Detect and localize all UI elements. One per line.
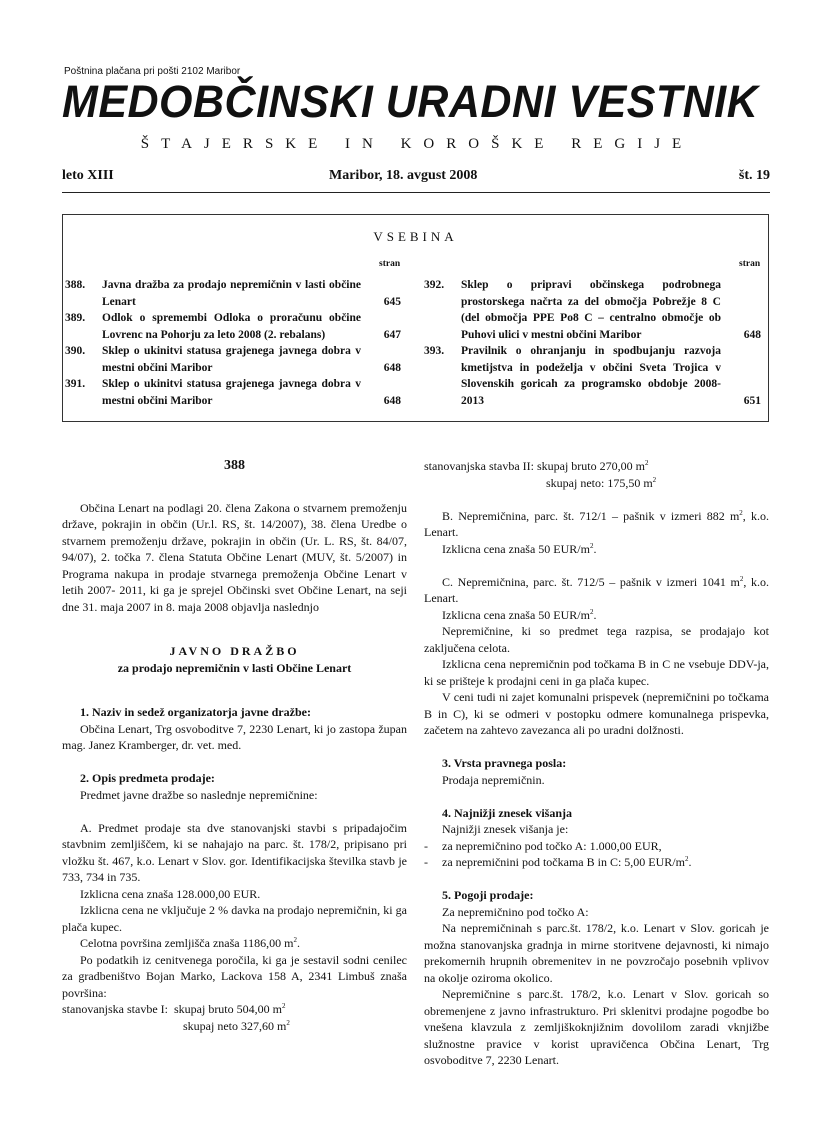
- toc-entry[interactable]: [65, 310, 401, 343]
- toc-entry-page: 647: [383, 328, 401, 341]
- section-text: Predmet javne dražbe so naslednje nepremičnine:: [80, 787, 318, 802]
- toc-entry-number: 390.: [65, 345, 86, 357]
- toc-page-label: stran: [379, 259, 401, 269]
- toc-entry-number: 388.: [65, 279, 86, 291]
- toc-entry-title: Sklep o ukinitvi statusa grajenega javnega dobra v mestni občini Maribor: [102, 378, 361, 407]
- item-a-tax: Izklicna cena ne vključuje 2 % davka na prodajo nepremičnin, ki ga plača kupec.: [62, 903, 407, 934]
- postage-note: Poštnina plačana pri pošti 2102 Maribor: [64, 66, 241, 77]
- item-a-price: Izklicna cena znaša 128.000,00 EUR.: [80, 886, 261, 901]
- item-a-paragraph: A. Predmet prodaje sta dve stanovanjski stavbi s pripadajočim stavbnim zemljiščem, ki se nahajajo na parc. št. 178/2, pripisano pri vložku št. 467, k.o. Lenart v Slov. gor. Identifikacijska številka stavb je 733, 734 in 735.: [62, 820, 407, 884]
- house1-gross: stanovanjska stavbe I: skupaj bruto 504,00 $m^2$: [62, 1002, 286, 1016]
- toc-entry[interactable]: [65, 343, 401, 376]
- notice-subtitle: za prodajo nepremičnin v lasti Občine Lenart: [117, 660, 352, 675]
- item-a-report: Po podatkih iz cenitvenega poročila, ki ga je sestavil sodni cenilec za gradbeništvo Bojan Marko, Lackova 158 A, 2341 Limbuš znaša površina:: [62, 952, 407, 1000]
- issue-date: Maribor, 18. avgust 2008: [329, 168, 478, 183]
- item-b-paragraph: B. Nepremičnina, parc. št. 712/1 – pašnik v izmeri 882 $m^2$, k.o. Lenart.: [424, 508, 769, 539]
- toc-entry-page: 645: [383, 295, 401, 308]
- item-c-price: Izklicna cena znaša 50 EUR/$m^2$.: [442, 607, 597, 622]
- table-of-contents: [62, 214, 769, 422]
- toc-entry-page: 648: [383, 394, 401, 407]
- toc-title: VSEBINA: [373, 229, 458, 244]
- toc-entry[interactable]: [65, 376, 401, 409]
- section-heading: 5. Pogoji prodaje:: [442, 888, 534, 902]
- toc-entry-page: 651: [743, 394, 761, 407]
- house1-net: skupaj neto 327,60 $m^2$: [183, 1018, 290, 1033]
- toc-entry-number: 391.: [65, 378, 86, 390]
- section-text: Prodaja nepremičnin.: [442, 772, 545, 787]
- paragraph: Nepremičnine s parc.št. 178/2, k.o. Lenart v Slov. goricah so obremenjene z javno infrastrukturo. Pri sklenitvi prodajne pogodbe bo vnešena klavzula z zemljiškoknjižnim dovolilom zaradi vknjižbe služnostne pravice v korist upravičenca Občina Lenart, Trg osvoboditve 7, 2230 Lenart.: [424, 987, 769, 1067]
- toc-entry-title: Sklep o ukinitvi statusa grajenega javnega dobra v mestni občini Maribor: [102, 345, 361, 374]
- toc-page-label: stran: [739, 259, 761, 269]
- toc-left-column: [65, 277, 401, 409]
- section-heading: 4. Najnižji znesek višanja: [442, 805, 572, 820]
- toc-entry-page: 648: [383, 361, 401, 374]
- item-a-area: Celotna površina zemljišča znaša 1186,00 $m^2$.: [80, 936, 300, 950]
- header-divider: [62, 192, 770, 193]
- item-b-price: Izklicna cena znaša 50 EUR/$m^2$.: [442, 541, 597, 556]
- section-heading: 3. Vrsta pravnega posla:: [442, 756, 567, 770]
- right-column: [424, 458, 769, 1069]
- left-column: [62, 458, 407, 1034]
- section-text: Občina Lenart, Trg osvoboditve 7, 2230 Lenart, ki jo zastopa župan mag. Janez Kramberger, dr. vet. med.: [62, 721, 407, 752]
- paragraph: Na nepremičninah s parc.št. 178/2, k.o. Lenart v Slov. goricah je možna stanovanjska gradnja in mirne storitvene dejavnosti, ki nimajo prekomernih hrupnih obremenitev in ne povzročajo posebnih vplivov na okolje oziroma okolico.: [424, 921, 769, 985]
- house2-gross: stanovanjska stavba II: skupaj bruto 270,00 $m^2$: [424, 459, 649, 473]
- masthead-title: MEDOBČINSKI URADNI VESTNIK: [62, 76, 759, 128]
- notice-title: JAVNO DRAŽBO: [169, 644, 300, 658]
- section-text: Najnižji znesek višanja je:: [442, 822, 569, 836]
- issue-year: leto XIII: [62, 168, 114, 183]
- section-heading: 2. Opis predmeta prodaje:: [80, 771, 215, 785]
- intro-paragraph: Občina Lenart na podlagi 20. člena Zakona o stvarnem premoženju države, pokrajin in občin (Ur.l. RS, št. 14/2007), 38. člena Uredbe o stvarnem premoženju države, pokrajin in občin (Ur. L. RS, št. 84/07, 94/07), 2. točka 7. člena Statuta Občine Lenart (MUV, št. 5/2007) in Programa nakupa in prodaje stvarnega premoženja Občine Lenart v letih 2007- 2011, ki ga je sprejel Občinski svet Občine Lenart, na seji dne 31. maja 2007 in 8. maja 2008 objavlja naslednjo: [62, 500, 407, 614]
- list-item: - za nepremičnini pod točkama B in C: 5,00 EUR/$m^2$.: [424, 855, 692, 869]
- toc-entry-title: Sklep o pripravi občinskega podrobnega prostorskega načrta za del območja Pobrežje 8 C (del območja PPE Po8 C – centralno območje ob Puhovi ulici v mestni občini Maribor: [461, 279, 721, 341]
- toc-right-column: [424, 277, 761, 409]
- paragraph: V ceni tudi ni zajet komunalni prispevek (nepremičnini po točkama B in C), ki se odmeri v postopku odmere komunalnega prispevka, začetem na zahtevo zavezanca ali po uradni dolžnosti.: [424, 690, 769, 737]
- masthead-subtitle: ŠTAJERSKE IN KOROŠKE REGIJE: [140, 136, 694, 152]
- house2-net: skupaj neto: 175,50 $m^2$: [546, 475, 657, 490]
- toc-entry-number: 392.: [424, 279, 445, 291]
- toc-entry-number: 393.: [424, 345, 445, 357]
- section-text: Za nepremičnino pod točko A:: [442, 904, 589, 919]
- list-item: - za nepremičnino pod točko A: 1.000,00 EUR,: [424, 838, 662, 853]
- item-c-paragraph: C. Nepremičnina, parc. št. 712/5 – pašnik v izmeri 1041 $m^2$, k.o. Lenart.: [424, 574, 769, 605]
- toc-entry-page: 648: [743, 328, 761, 341]
- toc-entry[interactable]: [424, 343, 761, 409]
- toc-entry-number: 389.: [65, 312, 86, 324]
- toc-entry[interactable]: [424, 277, 761, 343]
- paragraph: Izklicna cena nepremičnin pod točkama B in C ne vsebuje DDV-ja, ki se prišteje k prodajni ceni in ga plača kupec.: [424, 657, 769, 688]
- toc-entry-title: Odlok o spremembi Odloka o proračunu občine Lovrenc na Pohorju za leto 2008 (2. rebalans): [102, 312, 361, 341]
- toc-entry-title: Javna dražba za prodajo nepremičnin v lasti občine Lenart: [102, 279, 361, 308]
- section-heading: 1. Naziv in sedež organizatorja javne dražbe:: [80, 705, 311, 719]
- issue-number: št. 19: [738, 168, 770, 183]
- toc-entry-title: Pravilnik o ohranjanju in spodbujanju razvoja kmetijstva in podeželja v občini Sveta Trojica v Slovenskih goricah za programsko obdobje 2008-2013: [461, 345, 721, 407]
- document-number: 388: [224, 458, 245, 473]
- paragraph: Nepremičnine, ki so predmet tega razpisa, se prodajajo kot zaključena celota.: [424, 624, 769, 655]
- toc-entry[interactable]: [65, 277, 401, 310]
